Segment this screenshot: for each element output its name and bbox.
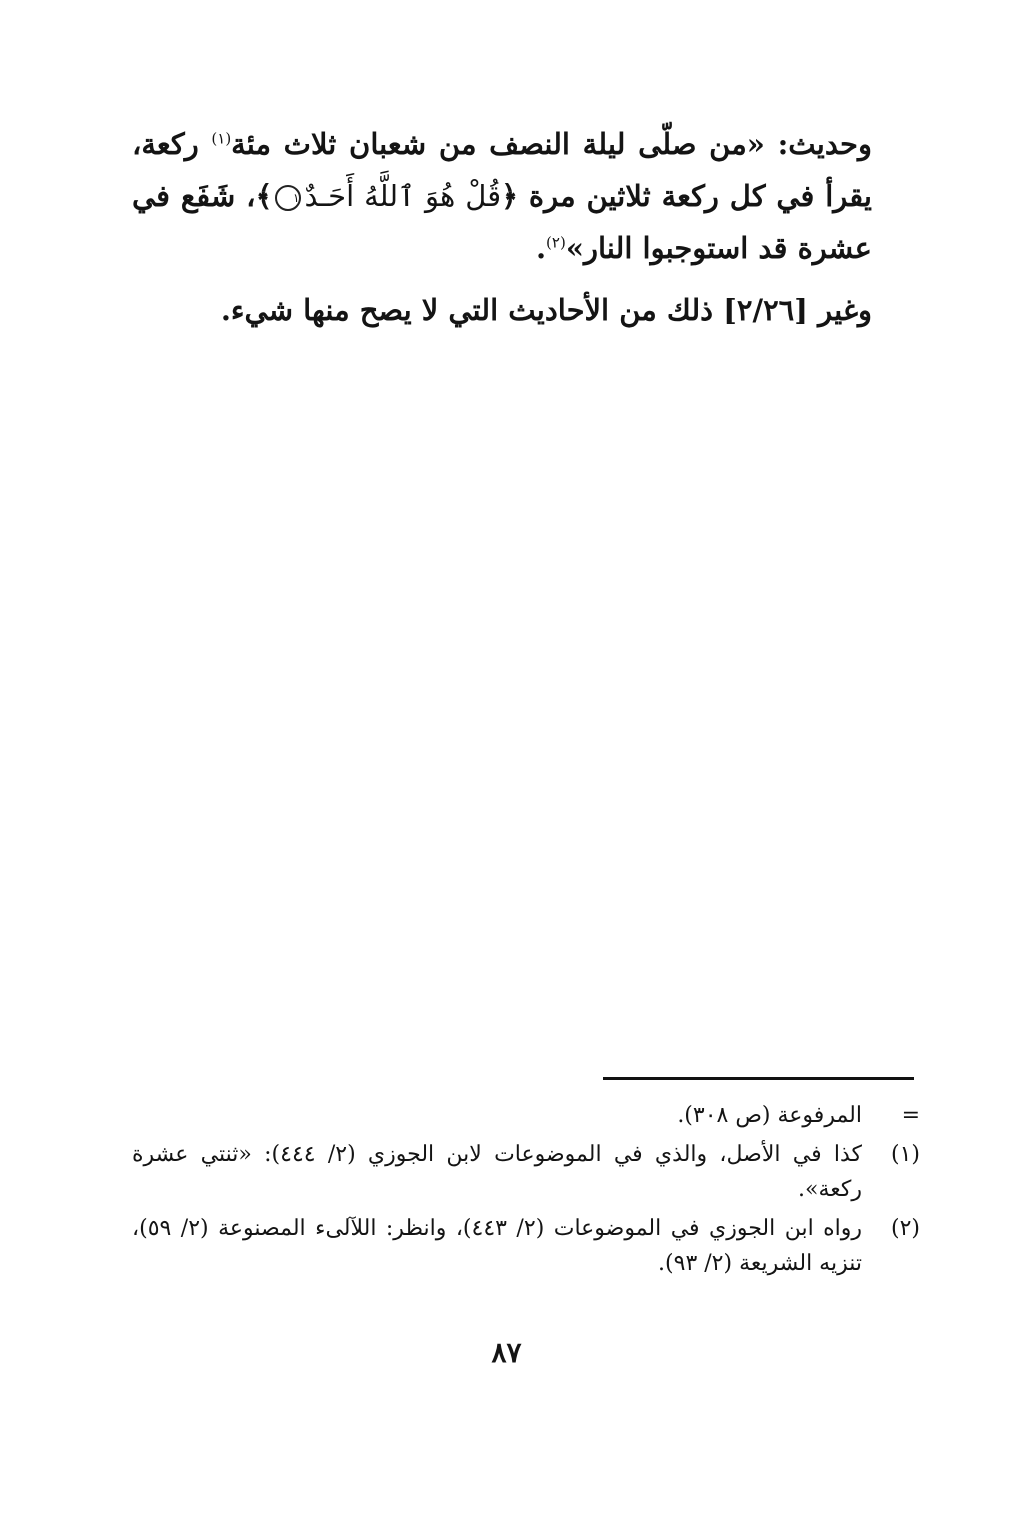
hadith-text-end: . <box>535 231 547 265</box>
page-number: ٨٧ <box>491 1336 522 1369</box>
hadith-text-part-2: ركعة، يقرأ في كل ركعة ثلاثين مرة ﴿ <box>132 127 873 213</box>
footnote-2 <box>132 1211 920 1281</box>
closing-paragraph: وغير [٢/٢٦] ذلك من الأحاديث التي لا يصح منها شيء. <box>220 293 872 327</box>
footnote-ref-2: (٢) <box>546 233 566 252</box>
footnote-divider <box>603 1077 914 1080</box>
footnote-continuation <box>132 1098 920 1133</box>
footnotes-section <box>132 1098 920 1285</box>
hadith-text-part-3: ﴾، شَفَع في عشرة قد استوجبوا النار» <box>132 179 872 265</box>
footnote-text: المرفوعة (ص ٣٠٨). <box>677 1103 862 1128</box>
footnote-text: كذا في الأصل، والذي في الموضوعات لابن الجوزي (٢/ ٤٤٤): «ثنتي عشرة ركعة». <box>132 1142 862 1202</box>
footnote-1 <box>132 1137 920 1207</box>
hadith-paragraph <box>132 118 872 274</box>
ayah-number-icon: ١ <box>275 185 301 211</box>
hadith-text-part-1: وحديث: «من صلّى ليلة النصف من شعبان ثلاث مئة <box>231 127 872 161</box>
footnote-text: رواه ابن الجوزي في الموضوعات (٢/ ٤٤٣)، وانظر: اللآلىء المصنوعة (٢/ ٥٩)، تنزيه الشريعة (٢/ ٩٣). <box>132 1216 863 1276</box>
footnote-marker: (٢) <box>890 1216 920 1241</box>
quran-verse: قُلْ هُوَ ٱللَّهُ أَحَـدٌ <box>304 179 502 213</box>
footnote-marker: (١) <box>890 1142 920 1167</box>
main-text <box>132 118 872 336</box>
footnote-marker: = <box>901 1103 920 1128</box>
footnote-ref-1: (١) <box>211 129 232 148</box>
